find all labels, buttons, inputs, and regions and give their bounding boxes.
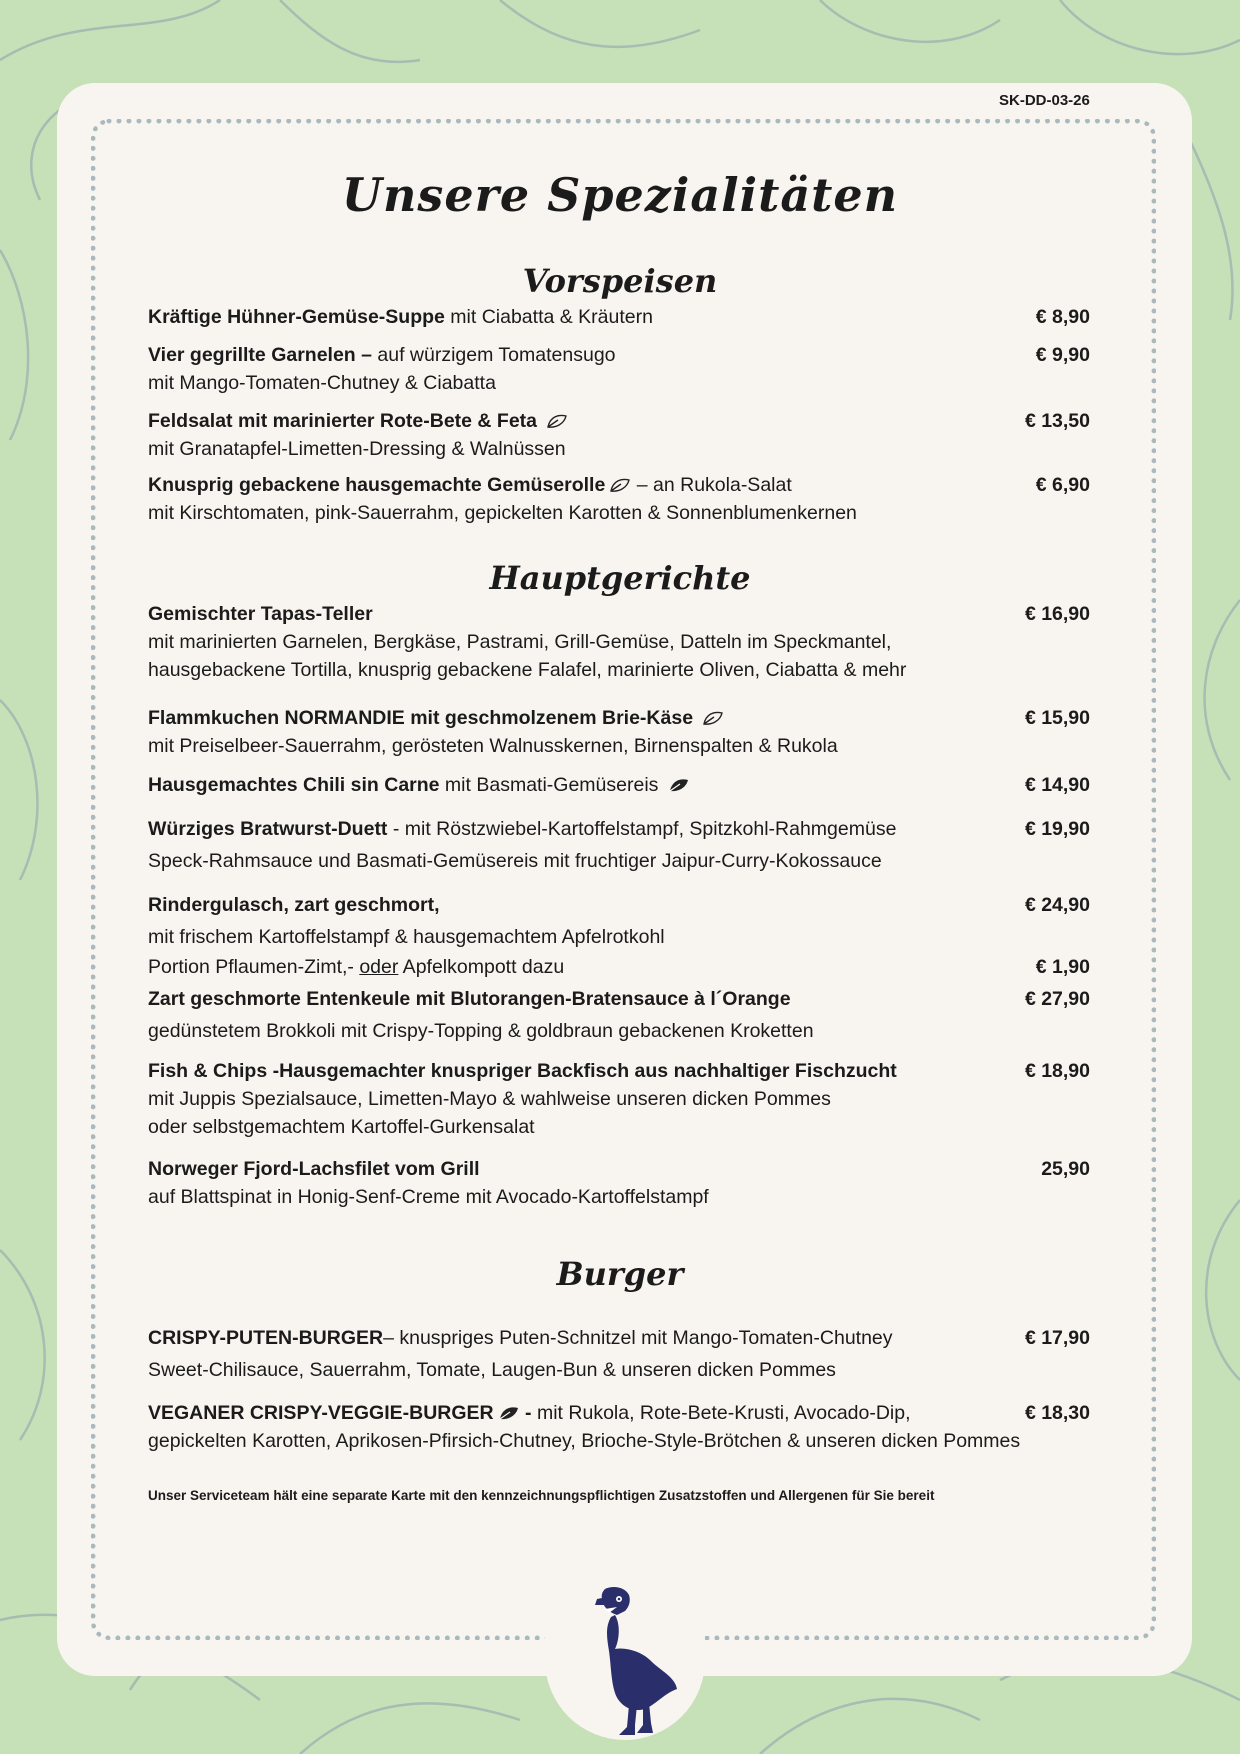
item-desc: mit Basmati-Gemüsereis xyxy=(439,774,659,796)
item-price: € 24,90 xyxy=(1024,894,1090,916)
item-name: Flammkuchen NORMANDIE mit geschmolzenem Brie-Käse xyxy=(148,707,694,729)
menu-item xyxy=(148,1399,1098,1455)
item-desc-line2: gepickelten Karotten, Aprikosen-Pfirsich-Chutney, Brioche-Style-Brötchen & unseren dicken Pommes xyxy=(148,1430,1021,1452)
allergen-note: Unser Serviceteam hält eine separate Karte mit den kennzeichnungspflichtigen Zusatzstoffen und Allergenen für Sie bereit xyxy=(148,1488,935,1503)
item-desc-line2: mit Mango-Tomaten-Chutney & Ciabatta xyxy=(148,372,496,394)
item-name: Gemischter Tapas-Teller xyxy=(148,603,373,625)
menu-code: SK-DD-03-26 xyxy=(999,92,1090,109)
menu-item xyxy=(148,303,1098,331)
section-title-vorspeisen: Vorspeisen xyxy=(522,262,718,300)
duck-mascot xyxy=(585,1585,680,1745)
item-name: Feldsalat mit marinierter Rote-Bete & Feta xyxy=(148,410,538,432)
item-desc-line2: Sweet-Chilisauce, Sauerrahm, Tomate, Laugen-Bun & unseren dicken Pommes xyxy=(148,1359,836,1381)
item-name: Zart geschmorte Entenkeule mit Blutorangen-Bratensauce à l´Orange xyxy=(148,988,791,1010)
item-desc: – knuspriges Puten-Schnitzel mit Mango-Tomaten-Chutney xyxy=(383,1327,893,1349)
item-price: € 27,90 xyxy=(1024,988,1090,1010)
item-name: Vier gegrillte Garnelen – xyxy=(148,344,372,366)
menu-item xyxy=(148,704,1098,760)
item-name: Fish & Chips -Hausgemachter knuspriger Backfisch aus nachhaltiger Fischzucht xyxy=(148,1060,897,1082)
leaf-filled-icon xyxy=(498,1405,520,1421)
item-price: € 18,30 xyxy=(1024,1402,1090,1424)
item-desc-line2: Speck-Rahmsauce und Basmati-Gemüsereis mit fruchtiger Jaipur-Curry-Kokossauce xyxy=(148,850,882,872)
page-title: Unsere Spezialitäten xyxy=(341,168,899,222)
item-price: € 8,90 xyxy=(1035,306,1090,328)
leaf-outline-icon xyxy=(546,413,568,429)
item-price: € 15,90 xyxy=(1024,707,1090,729)
leaf-filled-icon xyxy=(668,777,690,793)
menu-item xyxy=(148,471,1098,527)
extra-desc-oder: oder xyxy=(359,956,399,978)
item-price: € 18,90 xyxy=(1024,1060,1090,1082)
item-price: € 13,50 xyxy=(1024,410,1090,432)
item-price: € 9,90 xyxy=(1035,344,1090,366)
section-title-burger: Burger xyxy=(556,1255,684,1293)
item-name: Würziges Bratwurst-Duett xyxy=(148,818,388,840)
item-name: VEGANER CRISPY-VEGGIE-BURGER xyxy=(148,1402,494,1424)
item-desc-line2: auf Blattspinat in Honig-Senf-Creme mit Avocado-Kartoffelstampf xyxy=(148,1186,709,1208)
menu-item xyxy=(148,1324,1098,1384)
menu-item xyxy=(148,771,1098,799)
leaf-outline-icon xyxy=(609,477,631,493)
item-desc-line2: gedünstetem Brokkoli mit Crispy-Topping & goldbraun gebackenen Kroketten xyxy=(148,1020,814,1042)
item-desc: – an Rukola-Salat xyxy=(631,474,792,496)
extra-price: € 1,90 xyxy=(1035,956,1090,978)
item-desc-line2: mit Juppis Spezialsauce, Limetten-Mayo & wahlweise unseren dicken Pommes xyxy=(148,1088,831,1110)
item-desc-line2: mit Preiselbeer-Sauerrahm, gerösteten Walnusskernen, Birnenspalten & Rukola xyxy=(148,735,838,757)
leaf-outline-icon xyxy=(702,710,724,726)
extra-desc-pre: Portion Pflaumen-Zimt,- xyxy=(148,956,360,978)
item-desc: mit Ciabatta & Kräutern xyxy=(444,306,653,328)
item-name: Norweger Fjord-Lachsfilet vom Grill xyxy=(148,1158,480,1180)
item-price: € 17,90 xyxy=(1024,1327,1090,1349)
item-name: CRISPY-PUTEN-BURGER xyxy=(148,1327,384,1349)
item-desc-line2: mit frischem Kartoffelstampf & hausgemachtem Apfelrotkohl xyxy=(148,926,665,948)
menu-item xyxy=(148,891,1098,951)
item-desc: auf würzigem Tomatensugo xyxy=(371,344,616,366)
item-desc-line3: hausgebackene Tortilla, knusprig gebackene Falafel, marinierte Oliven, Ciabatta & mehr xyxy=(148,659,907,681)
menu-item xyxy=(148,1057,1098,1141)
menu-item-extra xyxy=(148,953,1098,981)
item-desc: mit Rukola, Rote-Bete-Krusti, Avocado-Dip, xyxy=(531,1402,911,1424)
item-price: € 16,90 xyxy=(1024,603,1090,625)
menu-item xyxy=(148,600,1098,684)
item-price: € 6,90 xyxy=(1035,474,1090,496)
menu-item xyxy=(148,985,1098,1045)
item-name: Rindergulasch, zart geschmort, xyxy=(148,894,440,916)
menu-item xyxy=(148,407,1098,463)
extra-desc-post: Apfelkompott dazu xyxy=(398,956,565,978)
section-title-hauptgerichte: Hauptgerichte xyxy=(489,559,751,597)
item-desc-line3: oder selbstgemachtem Kartoffel-Gurkensalat xyxy=(148,1116,535,1138)
item-desc-line2: mit Kirschtomaten, pink-Sauerrahm, gepickelten Karotten & Sonnenblumenkernen xyxy=(148,502,857,524)
menu-item xyxy=(148,1155,1098,1211)
menu-item xyxy=(148,341,1098,397)
item-desc-line2: mit marinierten Garnelen, Bergkäse, Pastrami, Grill-Gemüse, Datteln im Speckmantel, xyxy=(148,631,892,653)
item-price: € 14,90 xyxy=(1024,774,1090,796)
menu-item xyxy=(148,815,1098,875)
item-desc: - mit Röstzwiebel-Kartoffelstampf, Spitzkohl-Rahmgemüse xyxy=(387,818,897,840)
item-desc-line2: mit Granatapfel-Limetten-Dressing & Walnüssen xyxy=(148,438,566,460)
item-name: Kräftige Hühner-Gemüse-Suppe xyxy=(148,306,445,328)
item-desc-dash: - xyxy=(519,1402,532,1424)
item-price: 25,90 xyxy=(1041,1158,1090,1180)
item-name: Knusprig gebackene hausgemachte Gemüserolle xyxy=(148,474,606,496)
item-price: € 19,90 xyxy=(1024,818,1090,840)
item-name: Hausgemachtes Chili sin Carne xyxy=(148,774,440,796)
